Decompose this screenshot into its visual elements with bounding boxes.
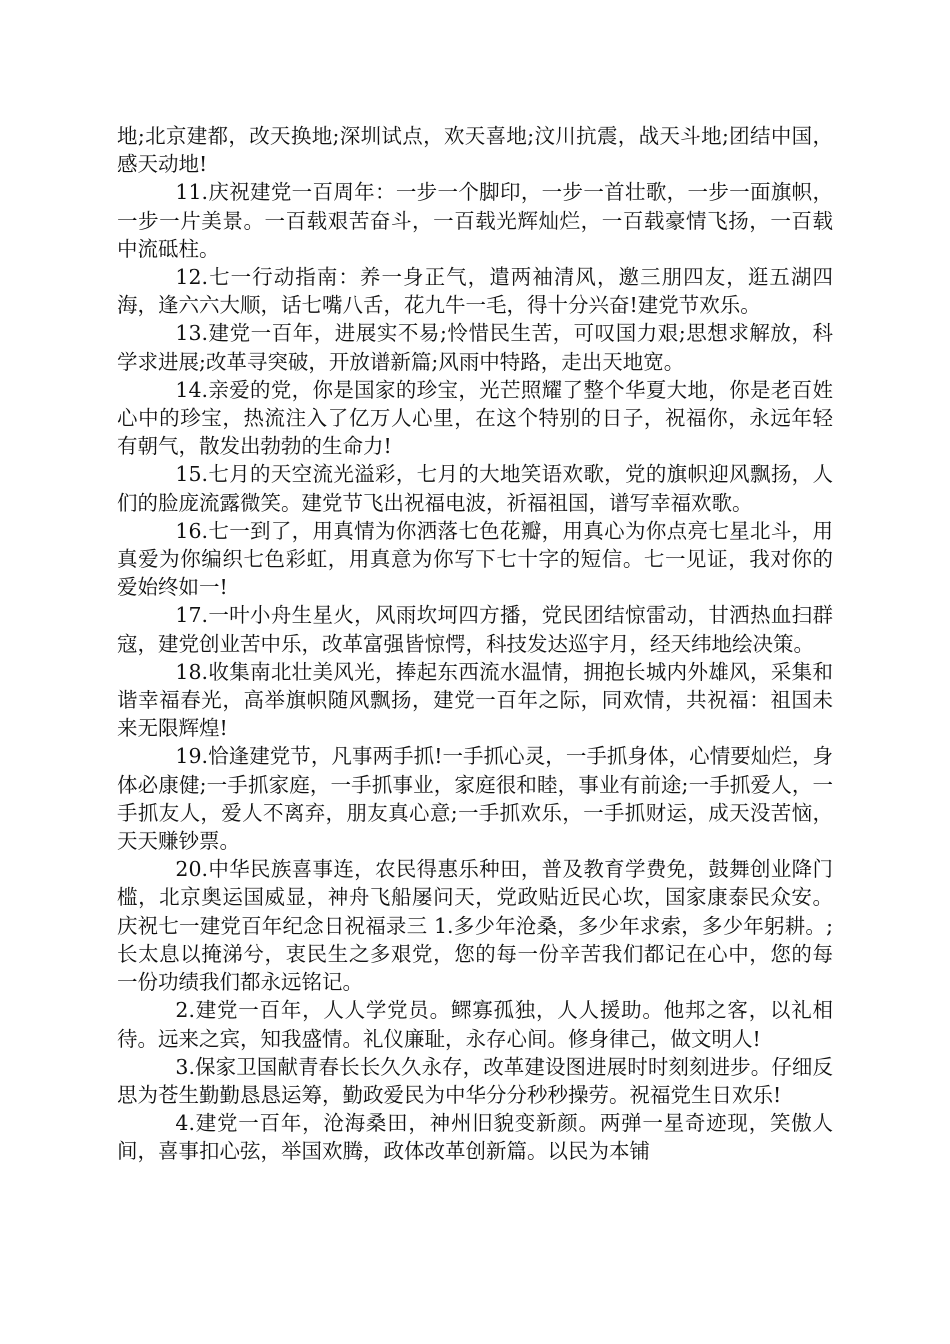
paragraph-item-19: 19.恰逢建党节，凡事两手抓!一手抓心灵，一手抓身体，心情要灿烂，身体必康健;一手抓家庭，一手抓事业，家庭很和睦，事业有前途;一手抓爱人，一手抓友人，爱人不离弃，朋友真心意;一手抓欢乐，一手抓财运，成天没苦恼，天天赚钞票。 xyxy=(117,744,833,854)
paragraph-item-15: 15.七月的天空流光溢彩，七月的大地笑语欢歌，党的旗帜迎风飘扬，人们的脸庞流露微笑。建党节飞出祝福电波，祈福祖国，谱写幸福欢歌。 xyxy=(117,462,833,515)
paragraph-item-17: 17.一叶小舟生星火，风雨坎坷四方播，党民团结惊雷动，甘洒热血扫群寇，建党创业苦中乐，改革富强皆惊愕，科技发达巡宇月，经天纬地绘决策。 xyxy=(117,603,833,656)
paragraph-item-18: 18.收集南北壮美风光，捧起东西流水温情，拥抱长城内外雄风，采集和谐幸福春光，高举旗帜随风飘扬，建党一百年之际，同欢情，共祝福：祖国未来无限辉煌! xyxy=(117,659,833,741)
paragraph-continued: 地;北京建都，改天换地;深圳试点，欢天喜地;汶川抗震，战天斗地;团结中国，感天动地! xyxy=(117,124,833,177)
paragraph-item-2: 2.建党一百年，人人学党员。鳏寡孤独，人人援助。他邦之客，以礼相待。远来之宾，知我盛情。礼仪廉耻，永存心间。修身律己，做文明人! xyxy=(117,998,833,1051)
document-page xyxy=(117,122,833,1166)
paragraph-item-11: 11.庆祝建党一百周年：一步一个脚印，一步一首壮歌，一步一面旗帜，一步一片美景。一百载艰苦奋斗，一百载光辉灿烂，一百载豪情飞扬，一百载中流砥柱。 xyxy=(117,180,833,261)
paragraph-item-4: 4.建党一百年，沧海桑田，神州旧貌变新颜。两弹一星奇迹现，笑傲人间，喜事扣心弦，举国欢腾，政体改革创新篇。以民为本铺 xyxy=(117,1111,833,1164)
paragraph-item-14: 14.亲爱的党，你是国家的珍宝，光芒照耀了整个华夏大地，你是老百姓心中的珍宝，热流注入了亿万人心里，在这个特别的日子，祝福你，永远年轻有朝气，散发出勃勃的生命力! xyxy=(117,377,833,459)
paragraph-item-20: 20.中华民族喜事连，农民得惠乐种田，普及教育学费免，鼓舞创业降门槛，北京奥运国威显，神舟飞船屡问天，党政贴近民心坎，国家康泰民众安。庆祝七一建党百年纪念日祝福录三 1.多少年沧桑，多少年求索，多少年躬耕。;长太息以掩涕兮，衷民生之多艰党，您的每一份辛苦我们都记在心中，您的每一份功绩我们都永远铭记。 xyxy=(117,857,833,995)
paragraph-item-16: 16.七一到了，用真情为你洒落七色花瓣，用真心为你点亮七星北斗，用真爱为你编织七色彩虹，用真意为你写下七十字的短信。七一见证，我对你的爱始终如一! xyxy=(117,518,833,600)
paragraph-item-3: 3.保家卫国献青春长长久久永存，改革建设图进展时时刻刻进步。仔细反思为苍生勤勤恳恳运筹，勤政爱民为中华分分秒秒操劳。祝福党生日欢乐! xyxy=(117,1054,833,1107)
paragraph-item-13: 13.建党一百年，进展实不易;怜惜民生苦，可叹国力艰;思想求解放，科学求进展;改革寻突破，开放谱新篇;风雨中特路，走出天地宽。 xyxy=(117,321,833,374)
paragraph-item-12: 12.七一行动指南：养一身正气，遣两袖清风，邀三朋四友，逛五湖四海，逢六六大顺，话七嘴八舌，花九牛一毛，得十分兴奋!建党节欢乐。 xyxy=(117,265,833,318)
